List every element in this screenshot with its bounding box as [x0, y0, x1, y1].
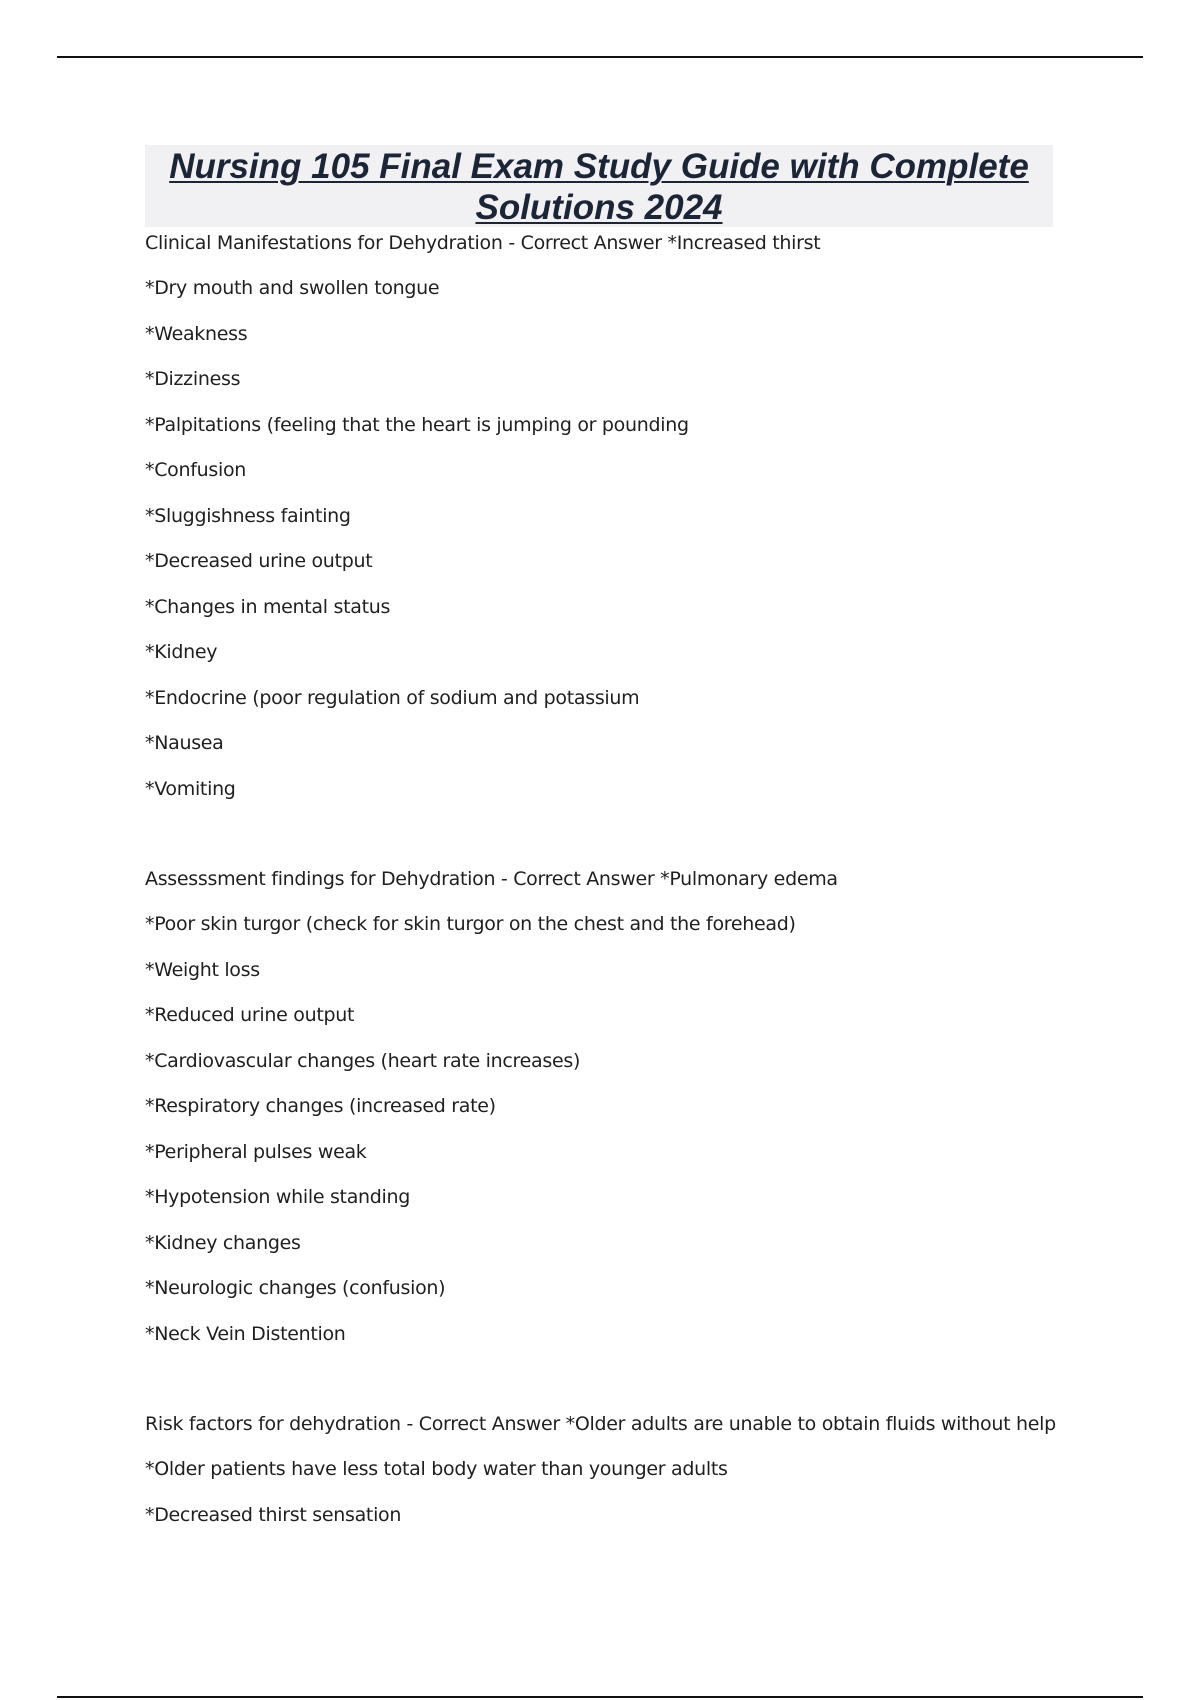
- list-item: *Dry mouth and swollen tongue: [145, 277, 440, 299]
- list-item: *Dizziness: [145, 368, 241, 390]
- list-item: *Decreased urine output: [145, 550, 373, 572]
- list-item: *Neurologic changes (confusion): [145, 1277, 446, 1299]
- list-item: *Poor skin turgor (check for skin turgor on the chest and the forehead): [145, 913, 796, 935]
- list-item: *Decreased thirst sensation: [145, 1504, 402, 1526]
- list-item: *Weight loss: [145, 959, 260, 981]
- list-item: *Vomiting: [145, 778, 236, 800]
- list-item: *Peripheral pulses weak: [145, 1141, 367, 1163]
- question-dehydration-risk-factors: Risk factors for dehydration - Correct Answer *Older adults are unable to obtain fluids without help: [145, 1413, 1056, 1435]
- title-line-2: Solutions 2024: [475, 188, 723, 227]
- list-item: *Confusion: [145, 459, 247, 481]
- bottom-rule: [57, 1696, 1143, 1698]
- list-item: *Respiratory changes (increased rate): [145, 1095, 496, 1117]
- title-line-1: Nursing 105 Final Exam Study Guide with Complete: [169, 147, 1029, 186]
- list-item: *Reduced urine output: [145, 1004, 355, 1026]
- top-rule: [57, 56, 1143, 58]
- question-dehydration-assessment: Assesssment findings for Dehydration - Correct Answer *Pulmonary edema: [145, 868, 838, 890]
- list-item: *Palpitations (feeling that the heart is jumping or pounding: [145, 414, 689, 436]
- list-item: *Weakness: [145, 323, 248, 345]
- list-item: *Hypotension while standing: [145, 1186, 411, 1208]
- list-item: *Neck Vein Distention: [145, 1323, 346, 1345]
- list-item: *Kidney changes: [145, 1232, 301, 1254]
- question-dehydration-manifestations: Clinical Manifestations for Dehydration - Correct Answer *Increased thirst: [145, 232, 821, 254]
- list-item: *Changes in mental status: [145, 596, 391, 618]
- list-item: *Older patients have less total body water than younger adults: [145, 1458, 728, 1480]
- list-item: *Endocrine (poor regulation of sodium and potassium: [145, 687, 640, 709]
- list-item: *Kidney: [145, 641, 218, 663]
- list-item: *Sluggishness fainting: [145, 505, 351, 527]
- list-item: *Nausea: [145, 732, 224, 754]
- document-title: [145, 146, 1053, 228]
- list-item: *Cardiovascular changes (heart rate increases): [145, 1050, 581, 1072]
